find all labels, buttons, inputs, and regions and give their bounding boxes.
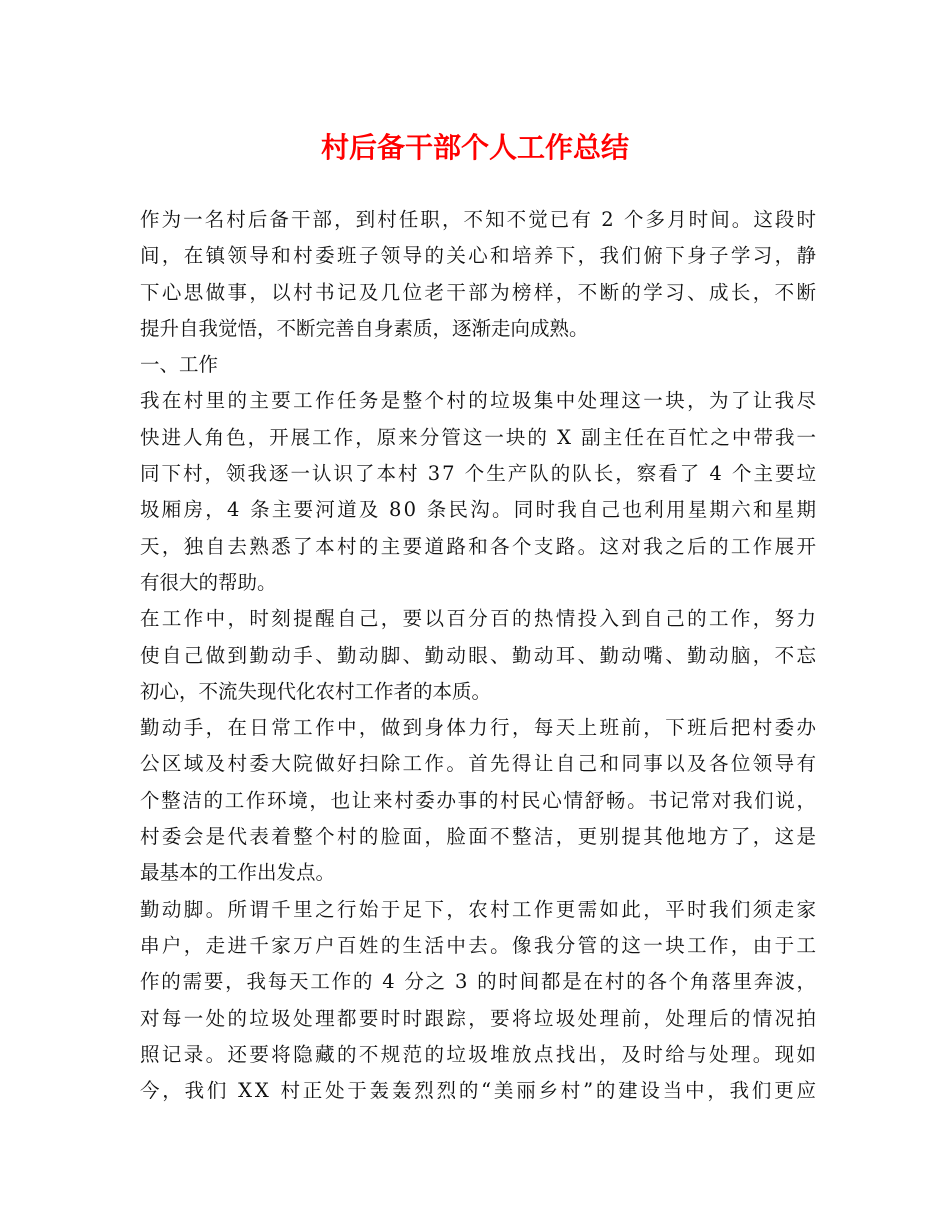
line-text: 个整洁的工作环境，也让来村委办事的村民心情舒畅。书记常对我们说，	[140, 788, 818, 812]
paragraph-line	[140, 529, 819, 565]
line-text: 作的需要，我每天工作的 4 分之 3 的时间都是在村的各个角落里奔波，	[140, 970, 818, 994]
paragraph-line	[140, 565, 816, 601]
paragraph-line	[140, 1073, 819, 1109]
paragraph-line	[140, 456, 816, 492]
line-text: 今，我们 XX 村正处于轰轰烈烈的“美丽乡村”的建设当中，我们更应	[140, 1079, 819, 1103]
paragraph-line	[140, 492, 819, 528]
line-text: 勤动手，在日常工作中，做到身体力行，每天上班前，下班后把村委办	[140, 716, 819, 740]
paragraph-line	[140, 238, 819, 274]
paragraph-line	[140, 347, 816, 383]
paragraph-line	[140, 311, 816, 347]
line-text: 作为一名村后备干部，到村任职，不知不觉已有 2 个多月时间。这段时	[140, 208, 819, 231]
paragraph-line	[140, 275, 819, 311]
paragraph-line	[140, 783, 816, 819]
paragraph-line	[140, 674, 816, 710]
line-text: 公区域及村委大院做好扫除工作。首先得让自己和同事以及各位领导有	[140, 752, 819, 776]
paragraph-line	[140, 964, 816, 1000]
line-text: 提升自我觉悟，不断完善自身素质，逐渐走向成熟。	[140, 316, 589, 340]
paragraph-line	[140, 746, 819, 782]
line-text: 村委会是代表着整个村的脸面，脸面不整洁，更别提其他地方了，这是	[140, 825, 819, 849]
line-text: 勤动脚。所谓千里之行始于足下，农村工作更需如此，平时我们须走家	[140, 897, 819, 921]
line-text: 对每一处的垃圾处理都要时时跟踪，要将垃圾处理前，处理后的情况拍	[140, 1006, 819, 1030]
line-text: 同下村，领我逐一认识了本村 37 个生产队的队长，察看了 4 个主要垃	[140, 462, 818, 486]
paragraph-line	[140, 928, 819, 964]
line-text: 一、工作	[140, 353, 219, 377]
line-text: 串户，走进千家万户百姓的生活中去。像我分管的这一块工作，由于工	[140, 933, 819, 957]
paragraph-line	[140, 855, 816, 891]
paragraph-line	[140, 819, 819, 855]
line-text: 初心，不流失现代化农村工作者的本质。	[140, 679, 492, 703]
document-title: 村后备干部个人工作总结	[320, 131, 629, 164]
paragraph-line	[140, 420, 819, 456]
paragraph-line	[140, 638, 819, 674]
line-text: 下心思做事，以村书记及几位老干部为榜样，不断的学习、成长，不断	[140, 280, 819, 304]
line-text: 使自己做到勤动手、勤动脚、勤动眼、勤动耳、勤动嘴、勤动脑，不忘	[140, 643, 819, 667]
line-text: 在工作中，时刻提醒自己，要以百分百的热情投入到自己的工作，努力	[140, 607, 819, 631]
line-text: 我在村里的主要工作任务是整个村的垃圾集中处理这一块，为了让我尽	[140, 389, 819, 413]
paragraph-line	[140, 383, 819, 419]
paragraph-line	[140, 202, 819, 238]
paragraph-line	[140, 710, 819, 746]
paragraph-line	[140, 1037, 819, 1073]
line-text: 照记录。还要将隐藏的不规范的垃圾堆放点找出，及时给与处理。现如	[140, 1042, 819, 1066]
paragraph-line	[140, 1001, 819, 1037]
paragraph-line	[140, 601, 819, 637]
line-text: 有很大的帮助。	[140, 570, 277, 594]
line-text: 间，在镇领导和村委班子领导的关心和培养下，我们俯下身子学习，静	[140, 244, 819, 268]
document-body	[140, 202, 819, 1109]
paragraph-line	[140, 892, 819, 928]
line-text: 天，独自去熟悉了本村的主要道路和各个支路。这对我之后的工作展开	[140, 534, 819, 558]
line-text: 快进人角色，开展工作，原来分管这一块的 X 副主任在百忙之中带我一	[140, 425, 819, 449]
line-text: 最基本的工作出发点。	[140, 861, 336, 885]
line-text: 圾厢房，4 条主要河道及 80 条民沟。同时我自己也利用星期六和星期	[140, 498, 819, 522]
